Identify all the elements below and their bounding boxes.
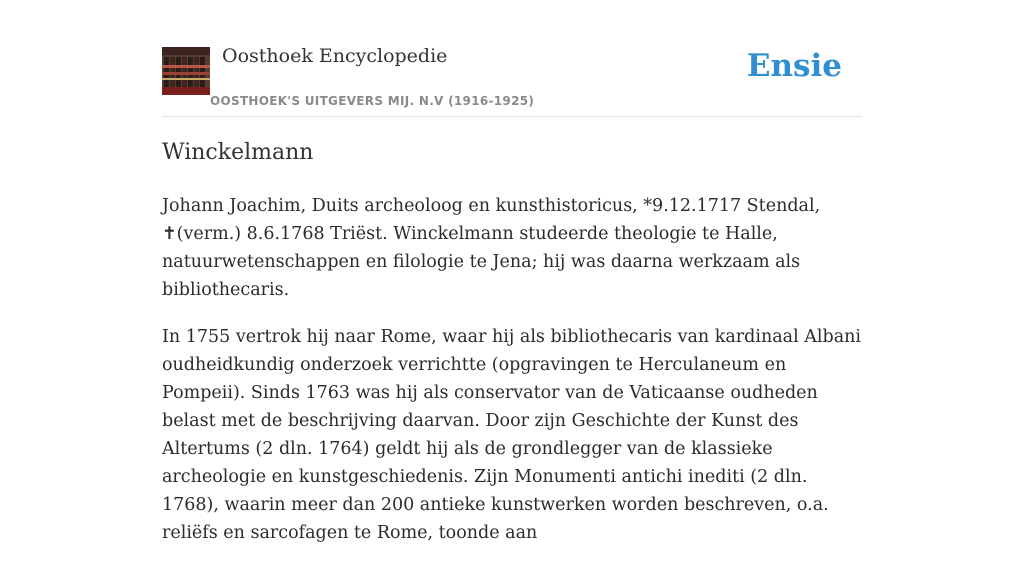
article-body xyxy=(162,192,862,566)
source-avatar[interactable] xyxy=(162,47,210,95)
source-title[interactable]: Oosthoek Encyclopedie xyxy=(222,45,448,67)
article-paragraph: In 1755 vertrok hij naar Rome, waar hij als bibliothecaris van kardinaal Albani oudheidkundig onderzoek verrichtte (opgravingen te Herculaneum en Pompeii). Sinds 1763 was hij als conservator van de Vaticaanse oudheden belast met de beschrijving daarvan. Door zijn Geschichte der Kunst des Altertums (2 dln. 1764) geldt hij als de grondlegger van de klassieke archeologie en kunstgeschiedenis. Zijn Monumenti antichi inediti (2 dln. 1768), waarin meer dan 200 antieke kunstwerken worden beschreven, o.a. reliëfs en sarcofagen te Rome, toonde aan xyxy=(162,327,861,543)
paragraph-text: (verm.) 8.6.1768 Triëst. Winckelmann studeerde theologie te Halle, natuurwetenschappen en filologie te Jena; hij was daarna werkzaam als bibliothecaris. xyxy=(162,224,801,300)
brand-logo-link[interactable]: Ensie xyxy=(746,48,842,84)
death-cross-icon: ✝ xyxy=(162,224,177,244)
article-paragraph xyxy=(162,192,862,304)
page xyxy=(162,0,862,543)
source-subtitle: OOSTHOEK'S UITGEVERS MIJ. N.V (1916-1925) xyxy=(210,94,535,108)
paragraph-text: Johann Joachim, Duits archeoloog en kunsthistoricus, *9.12.1717 Stendal, xyxy=(162,196,821,216)
source-header xyxy=(162,0,862,117)
entry-title: Winckelmann xyxy=(162,140,314,165)
book-spines-icon xyxy=(162,47,210,95)
